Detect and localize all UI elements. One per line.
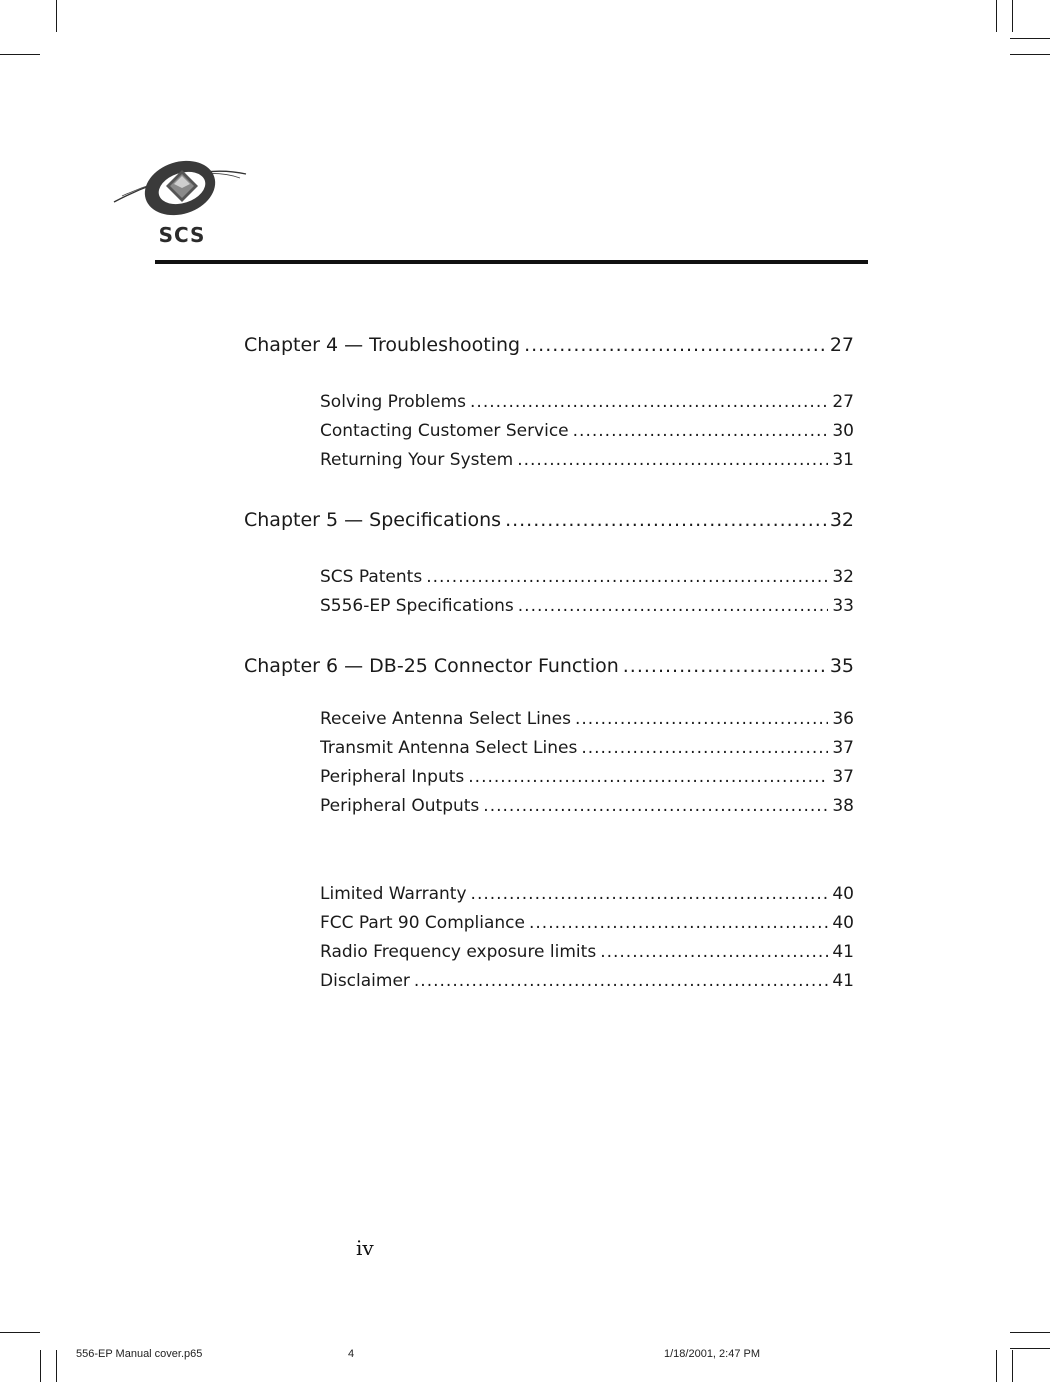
toc-section-title: Disclaimer xyxy=(320,971,410,991)
dot-leader xyxy=(524,330,826,360)
toc-section-title: FCC Part 90 Compliance xyxy=(320,913,525,933)
toc-section-title: Contacting Customer Service xyxy=(320,421,569,441)
dot-leader xyxy=(529,909,828,938)
toc-section-page: 41 xyxy=(832,942,854,962)
page-number: iv xyxy=(356,1236,374,1260)
toc-section-page: 38 xyxy=(832,796,854,816)
dot-leader xyxy=(468,763,828,792)
crop-mark xyxy=(0,54,40,55)
crop-mark xyxy=(1010,1332,1050,1333)
scs-logo xyxy=(112,152,248,248)
crop-mark xyxy=(0,1332,40,1333)
toc-section-title: Receive Antenna Select Lines xyxy=(320,709,571,729)
toc-section-title: SCS Patents xyxy=(320,567,423,587)
dot-leader xyxy=(414,967,828,996)
toc-section-title: Solving Problems xyxy=(320,392,467,412)
crop-mark xyxy=(1010,38,1050,39)
crop-mark xyxy=(56,0,57,32)
toc-section-page: 33 xyxy=(832,596,854,616)
toc-chapter-title: Chapter 5 — Specifications xyxy=(244,509,502,531)
dot-leader xyxy=(470,388,828,417)
print-footer xyxy=(0,1348,1050,1364)
toc-section[interactable] xyxy=(320,880,854,909)
toc-section[interactable] xyxy=(320,967,854,996)
toc-section[interactable] xyxy=(320,388,854,417)
toc-section[interactable] xyxy=(320,909,854,938)
dot-leader xyxy=(573,417,829,446)
dot-leader xyxy=(600,938,828,967)
toc-section-page: 27 xyxy=(832,392,854,412)
footer-page: 4 xyxy=(348,1348,355,1360)
toc-section[interactable] xyxy=(320,705,854,734)
toc-chapter-page: 27 xyxy=(829,334,854,356)
toc-section-page: 37 xyxy=(832,767,854,787)
table-of-contents xyxy=(244,330,854,996)
dot-leader xyxy=(471,880,829,909)
footer-filename: 556-EP Manual cover.p65 xyxy=(76,1348,203,1360)
logo-text: SCS xyxy=(158,223,206,247)
toc-section-page: 36 xyxy=(832,709,854,729)
toc-chapter[interactable] xyxy=(244,330,854,360)
toc-section-title: S556-EP Specifications xyxy=(320,596,514,616)
toc-section-page: 31 xyxy=(832,450,854,470)
toc-section-title: Peripheral Inputs xyxy=(320,767,465,787)
dot-leader xyxy=(426,563,828,592)
toc-section-page: 41 xyxy=(832,971,854,991)
toc-section-page: 40 xyxy=(832,913,854,933)
toc-section[interactable] xyxy=(320,792,854,821)
toc-chapter[interactable] xyxy=(244,505,854,535)
dot-leader xyxy=(518,592,829,621)
toc-chapter-title: Chapter 4 — Troubleshooting xyxy=(244,334,521,356)
toc-chapter-page: 32 xyxy=(829,509,854,531)
toc-chapter-page: 35 xyxy=(829,655,854,677)
footer-datetime: 1/18/2001, 2:47 PM xyxy=(664,1348,761,1360)
crop-mark xyxy=(1010,54,1050,55)
crop-mark xyxy=(996,0,997,32)
toc-section[interactable] xyxy=(320,417,854,446)
toc-section-title: Limited Warranty xyxy=(320,884,467,904)
toc-section-page: 32 xyxy=(832,567,854,587)
toc-section[interactable] xyxy=(320,734,854,763)
dot-leader xyxy=(575,705,828,734)
toc-section-page: 30 xyxy=(832,421,854,441)
toc-section[interactable] xyxy=(320,563,854,592)
crop-mark xyxy=(1012,0,1013,32)
toc-section[interactable] xyxy=(320,446,854,475)
toc-chapter-title: Chapter 6 — DB-25 Connector Function xyxy=(244,655,619,677)
dot-leader xyxy=(581,734,828,763)
toc-chapter[interactable] xyxy=(244,651,854,681)
dot-leader xyxy=(623,651,826,681)
dot-leader xyxy=(483,792,828,821)
dot-leader xyxy=(505,505,826,535)
toc-section-page: 40 xyxy=(832,884,854,904)
toc-section-title: Peripheral Outputs xyxy=(320,796,480,816)
toc-section-title: Returning Your System xyxy=(320,450,514,470)
dot-leader xyxy=(517,446,828,475)
toc-section-page: 37 xyxy=(832,738,854,758)
toc-section-title: Radio Frequency exposure limits xyxy=(320,942,597,962)
header-rule xyxy=(155,260,868,264)
toc-section[interactable] xyxy=(320,592,854,621)
toc-section[interactable] xyxy=(320,763,854,792)
toc-section-title: Transmit Antenna Select Lines xyxy=(320,738,578,758)
toc-section[interactable] xyxy=(320,938,854,967)
logo-emblem-icon xyxy=(112,152,248,224)
